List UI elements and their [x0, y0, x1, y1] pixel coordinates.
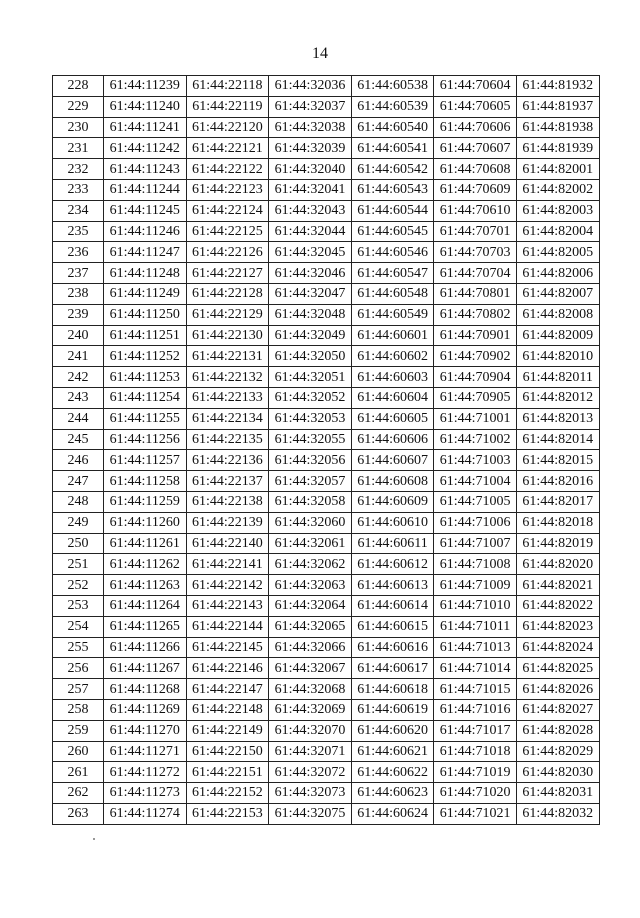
cadastral-code-cell: 61:44:32058	[269, 491, 352, 512]
cadastral-code-cell: 61:44:60540	[351, 117, 434, 138]
cadastral-code-cell: 61:44:22125	[186, 221, 269, 242]
cadastral-code-cell: 61:44:60611	[351, 533, 434, 554]
cadastral-code-cell: 61:44:60603	[351, 367, 434, 388]
cadastral-code-cell: 61:44:22147	[186, 679, 269, 700]
cadastral-code-cell: 61:44:60539	[351, 96, 434, 117]
cadastral-code-cell: 61:44:32057	[269, 471, 352, 492]
cadastral-code-cell: 61:44:71015	[434, 679, 517, 700]
cadastral-code-cell: 61:44:82017	[516, 491, 599, 512]
row-number-cell: 239	[53, 304, 104, 325]
row-number-cell: 230	[53, 117, 104, 138]
cadastral-code-cell: 61:44:60624	[351, 803, 434, 824]
cadastral-code-cell: 61:44:71010	[434, 595, 517, 616]
cadastral-code-cell: 61:44:11245	[104, 200, 187, 221]
row-number-cell: 233	[53, 179, 104, 200]
cadastral-code-cell: 61:44:60544	[351, 200, 434, 221]
cadastral-code-cell: 61:44:22150	[186, 741, 269, 762]
cadastral-code-cell: 61:44:71018	[434, 741, 517, 762]
cadastral-code-cell: 61:44:32046	[269, 263, 352, 284]
row-number-cell: 244	[53, 408, 104, 429]
cadastral-code-cell: 61:44:71001	[434, 408, 517, 429]
cadastral-code-cell: 61:44:70607	[434, 138, 517, 159]
cadastral-code-cell: 61:44:32048	[269, 304, 352, 325]
cadastral-code-cell: 61:44:71006	[434, 512, 517, 533]
row-number-cell: 236	[53, 242, 104, 263]
cadastral-code-cell: 61:44:22126	[186, 242, 269, 263]
cadastral-code-cell: 61:44:71019	[434, 762, 517, 783]
row-number-cell: 238	[53, 283, 104, 304]
table-row	[53, 242, 600, 263]
cadastral-code-cell: 61:44:32066	[269, 637, 352, 658]
cadastral-code-cell: 61:44:82025	[516, 658, 599, 679]
row-number-cell: 253	[53, 595, 104, 616]
cadastral-code-cell: 61:44:60541	[351, 138, 434, 159]
cadastral-code-cell: 61:44:11268	[104, 679, 187, 700]
cadastral-code-cell: 61:44:82027	[516, 699, 599, 720]
cadastral-code-cell: 61:44:60610	[351, 512, 434, 533]
table-row	[53, 512, 600, 533]
cadastral-code-cell: 61:44:32068	[269, 679, 352, 700]
cadastral-code-cell: 61:44:71009	[434, 575, 517, 596]
cadastral-code-cell: 61:44:22121	[186, 138, 269, 159]
cadastral-code-cell: 61:44:11272	[104, 762, 187, 783]
cadastral-code-cell: 61:44:22151	[186, 762, 269, 783]
cadastral-code-cell: 61:44:22129	[186, 304, 269, 325]
row-number-cell: 256	[53, 658, 104, 679]
cadastral-code-cell: 61:44:11240	[104, 96, 187, 117]
cadastral-code-cell: 61:44:32047	[269, 283, 352, 304]
cadastral-code-cell: 61:44:60620	[351, 720, 434, 741]
cadastral-code-cell: 61:44:11243	[104, 159, 187, 180]
cadastral-code-cell: 61:44:32065	[269, 616, 352, 637]
table-row	[53, 533, 600, 554]
table-row	[53, 221, 600, 242]
cadastral-code-cell: 61:44:22131	[186, 346, 269, 367]
cadastral-code-cell: 61:44:11252	[104, 346, 187, 367]
cadastral-code-cell: 61:44:32071	[269, 741, 352, 762]
cadastral-code-cell: 61:44:32051	[269, 367, 352, 388]
cadastral-code-cell: 61:44:11246	[104, 221, 187, 242]
cadastral-code-cell: 61:44:60602	[351, 346, 434, 367]
cadastral-code-cell: 61:44:71003	[434, 450, 517, 471]
cadastral-code-cell: 61:44:82020	[516, 554, 599, 575]
cadastral-code-cell: 61:44:60543	[351, 179, 434, 200]
cadastral-code-cell: 61:44:60607	[351, 450, 434, 471]
row-number-cell: 263	[53, 803, 104, 824]
cadastral-code-cell: 61:44:22118	[186, 76, 269, 97]
cadastral-code-cell: 61:44:11262	[104, 554, 187, 575]
row-number-cell: 229	[53, 96, 104, 117]
cadastral-code-cell: 61:44:32056	[269, 450, 352, 471]
cadastral-code-cell: 61:44:60549	[351, 304, 434, 325]
table-row	[53, 96, 600, 117]
cadastral-code-cell: 61:44:70604	[434, 76, 517, 97]
cadastral-code-cell: 61:44:82019	[516, 533, 599, 554]
cadastral-code-cell: 61:44:82008	[516, 304, 599, 325]
cadastral-code-cell: 61:44:71002	[434, 429, 517, 450]
cadastral-code-cell: 61:44:82023	[516, 616, 599, 637]
row-number-cell: 240	[53, 325, 104, 346]
cadastral-code-cell: 61:44:32037	[269, 96, 352, 117]
row-number-cell: 243	[53, 387, 104, 408]
cadastral-code-cell: 61:44:60605	[351, 408, 434, 429]
cadastral-code-cell: 61:44:11264	[104, 595, 187, 616]
table-row	[53, 283, 600, 304]
cadastral-code-cell: 61:44:60606	[351, 429, 434, 450]
cadastral-code-cell: 61:44:60619	[351, 699, 434, 720]
cadastral-code-cell: 61:44:11270	[104, 720, 187, 741]
cadastral-code-cell: 61:44:32053	[269, 408, 352, 429]
cadastral-code-cell: 61:44:82032	[516, 803, 599, 824]
cadastral-code-cell: 61:44:81932	[516, 76, 599, 97]
row-number-cell: 260	[53, 741, 104, 762]
codes-table-body	[53, 76, 600, 825]
cadastral-code-cell: 61:44:22137	[186, 471, 269, 492]
cadastral-code-cell: 61:44:71020	[434, 783, 517, 804]
cadastral-code-cell: 61:44:82030	[516, 762, 599, 783]
table-row	[53, 138, 600, 159]
cadastral-code-cell: 61:44:60617	[351, 658, 434, 679]
cadastral-code-cell: 61:44:32064	[269, 595, 352, 616]
cadastral-code-cell: 61:44:81937	[516, 96, 599, 117]
row-number-cell: 242	[53, 367, 104, 388]
cadastral-code-cell: 61:44:11251	[104, 325, 187, 346]
cadastral-code-cell: 61:44:60604	[351, 387, 434, 408]
cadastral-code-cell: 61:44:22152	[186, 783, 269, 804]
table-row	[53, 159, 600, 180]
cadastral-code-cell: 61:44:32069	[269, 699, 352, 720]
row-number-cell: 252	[53, 575, 104, 596]
cadastral-code-cell: 61:44:11253	[104, 367, 187, 388]
cadastral-code-cell: 61:44:60538	[351, 76, 434, 97]
cadastral-code-cell: 61:44:71004	[434, 471, 517, 492]
cadastral-code-cell: 61:44:11255	[104, 408, 187, 429]
table-row	[53, 658, 600, 679]
cadastral-code-cell: 61:44:32038	[269, 117, 352, 138]
cadastral-code-cell: 61:44:70905	[434, 387, 517, 408]
cadastral-code-cell: 61:44:82029	[516, 741, 599, 762]
cadastral-code-cell: 61:44:82022	[516, 595, 599, 616]
cadastral-code-cell: 61:44:60615	[351, 616, 434, 637]
cadastral-code-cell: 61:44:22140	[186, 533, 269, 554]
cadastral-code-cell: 61:44:11273	[104, 783, 187, 804]
cadastral-code-cell: 61:44:22120	[186, 117, 269, 138]
cadastral-code-cell: 61:44:22127	[186, 263, 269, 284]
cadastral-code-cell: 61:44:22128	[186, 283, 269, 304]
cadastral-code-cell: 61:44:82015	[516, 450, 599, 471]
cadastral-code-cell: 61:44:70609	[434, 179, 517, 200]
table-row	[53, 367, 600, 388]
cadastral-code-cell: 61:44:22148	[186, 699, 269, 720]
cadastral-code-cell: 61:44:11248	[104, 263, 187, 284]
cadastral-code-cell: 61:44:32061	[269, 533, 352, 554]
cadastral-code-cell: 61:44:22134	[186, 408, 269, 429]
table-row	[53, 720, 600, 741]
row-number-cell: 241	[53, 346, 104, 367]
cadastral-code-cell: 61:44:70902	[434, 346, 517, 367]
cadastral-code-cell: 61:44:32052	[269, 387, 352, 408]
cadastral-code-cell: 61:44:11239	[104, 76, 187, 97]
cadastral-code-cell: 61:44:60545	[351, 221, 434, 242]
row-number-cell: 237	[53, 263, 104, 284]
cadastral-code-cell: 61:44:82011	[516, 367, 599, 388]
table-row	[53, 762, 600, 783]
cadastral-code-cell: 61:44:71014	[434, 658, 517, 679]
table-row	[53, 783, 600, 804]
table-row	[53, 408, 600, 429]
cadastral-code-cell: 61:44:11261	[104, 533, 187, 554]
table-row	[53, 554, 600, 575]
cadastral-code-cell: 61:44:60548	[351, 283, 434, 304]
table-row	[53, 429, 600, 450]
cadastral-code-cell: 61:44:82009	[516, 325, 599, 346]
row-number-cell: 232	[53, 159, 104, 180]
cadastral-code-cell: 61:44:22130	[186, 325, 269, 346]
cadastral-code-cell: 61:44:22146	[186, 658, 269, 679]
row-number-cell: 228	[53, 76, 104, 97]
table-row	[53, 263, 600, 284]
cadastral-code-cell: 61:44:82024	[516, 637, 599, 658]
table-row	[53, 179, 600, 200]
cadastral-code-cell: 61:44:32072	[269, 762, 352, 783]
row-number-cell: 247	[53, 471, 104, 492]
cadastral-code-cell: 61:44:22119	[186, 96, 269, 117]
cadastral-code-cell: 61:44:70610	[434, 200, 517, 221]
cadastral-code-cell: 61:44:11244	[104, 179, 187, 200]
cadastral-code-cell: 61:44:60542	[351, 159, 434, 180]
cadastral-code-cell: 61:44:60612	[351, 554, 434, 575]
table-row	[53, 595, 600, 616]
cadastral-code-cell: 61:44:11257	[104, 450, 187, 471]
cadastral-code-cell: 61:44:82012	[516, 387, 599, 408]
cadastral-code-cell: 61:44:11259	[104, 491, 187, 512]
row-number-cell: 251	[53, 554, 104, 575]
row-number-cell: 257	[53, 679, 104, 700]
cadastral-code-cell: 61:44:22138	[186, 491, 269, 512]
cadastral-code-cell: 61:44:60613	[351, 575, 434, 596]
cadastral-code-cell: 61:44:11274	[104, 803, 187, 824]
cadastral-code-cell: 61:44:11271	[104, 741, 187, 762]
cadastral-code-cell: 61:44:82004	[516, 221, 599, 242]
cadastral-code-cell: 61:44:22139	[186, 512, 269, 533]
cadastral-code-cell: 61:44:82013	[516, 408, 599, 429]
table-row	[53, 803, 600, 824]
cadastral-code-cell: 61:44:32055	[269, 429, 352, 450]
cadastral-code-cell: 61:44:11263	[104, 575, 187, 596]
cadastral-code-cell: 61:44:32062	[269, 554, 352, 575]
cadastral-code-cell: 61:44:82006	[516, 263, 599, 284]
row-number-cell: 245	[53, 429, 104, 450]
cadastral-code-cell: 61:44:60547	[351, 263, 434, 284]
cadastral-code-cell: 61:44:82002	[516, 179, 599, 200]
cadastral-code-cell: 61:44:60618	[351, 679, 434, 700]
row-number-cell: 249	[53, 512, 104, 533]
row-number-cell: 255	[53, 637, 104, 658]
cadastral-code-cell: 61:44:11249	[104, 283, 187, 304]
row-number-cell: 248	[53, 491, 104, 512]
table-row	[53, 200, 600, 221]
cadastral-code-cell: 61:44:11269	[104, 699, 187, 720]
cadastral-code-cell: 61:44:70801	[434, 283, 517, 304]
row-number-cell: 250	[53, 533, 104, 554]
cadastral-code-cell: 61:44:82016	[516, 471, 599, 492]
cadastral-code-cell: 61:44:70901	[434, 325, 517, 346]
table-row	[53, 616, 600, 637]
cadastral-code-cell: 61:44:71016	[434, 699, 517, 720]
cadastral-code-cell: 61:44:60622	[351, 762, 434, 783]
cadastral-code-cell: 61:44:11267	[104, 658, 187, 679]
cadastral-code-cell: 61:44:32039	[269, 138, 352, 159]
cadastral-code-cell: 61:44:22145	[186, 637, 269, 658]
cadastral-code-cell: 61:44:11266	[104, 637, 187, 658]
cadastral-code-cell: 61:44:32049	[269, 325, 352, 346]
row-number-cell: 258	[53, 699, 104, 720]
table-row	[53, 637, 600, 658]
row-number-cell: 254	[53, 616, 104, 637]
cadastral-code-cell: 61:44:11260	[104, 512, 187, 533]
table-row	[53, 304, 600, 325]
cadastral-code-cell: 61:44:70904	[434, 367, 517, 388]
cadastral-code-cell: 61:44:22141	[186, 554, 269, 575]
cadastral-code-cell: 61:44:60616	[351, 637, 434, 658]
cadastral-code-cell: 61:44:22124	[186, 200, 269, 221]
cadastral-code-cell: 61:44:60614	[351, 595, 434, 616]
codes-table	[52, 75, 600, 825]
table-row	[53, 346, 600, 367]
cadastral-code-cell: 61:44:22144	[186, 616, 269, 637]
cadastral-code-cell: 61:44:11242	[104, 138, 187, 159]
cadastral-code-cell: 61:44:32075	[269, 803, 352, 824]
cadastral-code-cell: 61:44:71007	[434, 533, 517, 554]
cadastral-code-cell: 61:44:82014	[516, 429, 599, 450]
table-row	[53, 325, 600, 346]
cadastral-code-cell: 61:44:81938	[516, 117, 599, 138]
table-row	[53, 76, 600, 97]
cadastral-code-cell: 61:44:32036	[269, 76, 352, 97]
cadastral-code-cell: 61:44:11254	[104, 387, 187, 408]
row-number-cell: 259	[53, 720, 104, 741]
row-number-cell: 262	[53, 783, 104, 804]
cadastral-code-cell: 61:44:70701	[434, 221, 517, 242]
cadastral-code-cell: 61:44:32040	[269, 159, 352, 180]
cadastral-code-cell: 61:44:82003	[516, 200, 599, 221]
row-number-cell: 261	[53, 762, 104, 783]
cadastral-code-cell: 61:44:60621	[351, 741, 434, 762]
cadastral-code-cell: 61:44:22153	[186, 803, 269, 824]
table-row	[53, 471, 600, 492]
stray-mark	[93, 838, 95, 840]
cadastral-code-cell: 61:44:32044	[269, 221, 352, 242]
cadastral-code-cell: 61:44:22143	[186, 595, 269, 616]
table-row	[53, 575, 600, 596]
cadastral-code-cell: 61:44:82010	[516, 346, 599, 367]
cadastral-code-cell: 61:44:22142	[186, 575, 269, 596]
table-row	[53, 117, 600, 138]
cadastral-code-cell: 61:44:32073	[269, 783, 352, 804]
row-number-cell: 234	[53, 200, 104, 221]
cadastral-code-cell: 61:44:82018	[516, 512, 599, 533]
cadastral-code-cell: 61:44:82031	[516, 783, 599, 804]
cadastral-code-cell: 61:44:71013	[434, 637, 517, 658]
cadastral-code-cell: 61:44:71008	[434, 554, 517, 575]
cadastral-code-cell: 61:44:70703	[434, 242, 517, 263]
row-number-cell: 235	[53, 221, 104, 242]
cadastral-code-cell: 61:44:22136	[186, 450, 269, 471]
cadastral-code-cell: 61:44:22135	[186, 429, 269, 450]
cadastral-code-cell: 61:44:60601	[351, 325, 434, 346]
cadastral-code-cell: 61:44:70608	[434, 159, 517, 180]
cadastral-code-cell: 61:44:32070	[269, 720, 352, 741]
cadastral-code-cell: 61:44:71017	[434, 720, 517, 741]
cadastral-code-cell: 61:44:11265	[104, 616, 187, 637]
cadastral-code-cell: 61:44:71005	[434, 491, 517, 512]
cadastral-code-cell: 61:44:32063	[269, 575, 352, 596]
table-row	[53, 741, 600, 762]
cadastral-code-cell: 61:44:11247	[104, 242, 187, 263]
page-number: 14	[312, 45, 328, 62]
cadastral-code-cell: 61:44:82021	[516, 575, 599, 596]
cadastral-code-cell: 61:44:70802	[434, 304, 517, 325]
cadastral-code-cell: 61:44:82005	[516, 242, 599, 263]
cadastral-code-cell: 61:44:82007	[516, 283, 599, 304]
table-row	[53, 387, 600, 408]
cadastral-code-cell: 61:44:32050	[269, 346, 352, 367]
cadastral-code-cell: 61:44:32060	[269, 512, 352, 533]
cadastral-code-cell: 61:44:22132	[186, 367, 269, 388]
cadastral-code-cell: 61:44:82026	[516, 679, 599, 700]
cadastral-code-cell: 61:44:22122	[186, 159, 269, 180]
row-number-cell: 231	[53, 138, 104, 159]
cadastral-code-cell: 61:44:60608	[351, 471, 434, 492]
cadastral-code-cell: 61:44:11250	[104, 304, 187, 325]
cadastral-code-cell: 61:44:11258	[104, 471, 187, 492]
cadastral-code-cell: 61:44:70605	[434, 96, 517, 117]
cadastral-code-cell: 61:44:71011	[434, 616, 517, 637]
cadastral-code-cell: 61:44:22123	[186, 179, 269, 200]
table-row	[53, 699, 600, 720]
cadastral-code-cell: 61:44:60609	[351, 491, 434, 512]
cadastral-code-cell: 61:44:22133	[186, 387, 269, 408]
cadastral-code-cell: 61:44:32041	[269, 179, 352, 200]
cadastral-code-cell: 61:44:11241	[104, 117, 187, 138]
table-row	[53, 491, 600, 512]
cadastral-code-cell: 61:44:32045	[269, 242, 352, 263]
table-row	[53, 679, 600, 700]
cadastral-code-cell: 61:44:82028	[516, 720, 599, 741]
cadastral-code-cell: 61:44:32043	[269, 200, 352, 221]
cadastral-code-cell: 61:44:22149	[186, 720, 269, 741]
cadastral-code-cell: 61:44:11256	[104, 429, 187, 450]
cadastral-code-cell: 61:44:81939	[516, 138, 599, 159]
cadastral-code-cell: 61:44:32067	[269, 658, 352, 679]
cadastral-code-cell: 61:44:70606	[434, 117, 517, 138]
cadastral-code-cell: 61:44:60546	[351, 242, 434, 263]
row-number-cell: 246	[53, 450, 104, 471]
cadastral-code-cell: 61:44:70704	[434, 263, 517, 284]
cadastral-code-cell: 61:44:60623	[351, 783, 434, 804]
cadastral-code-cell: 61:44:71021	[434, 803, 517, 824]
cadastral-code-cell: 61:44:82001	[516, 159, 599, 180]
table-row	[53, 450, 600, 471]
